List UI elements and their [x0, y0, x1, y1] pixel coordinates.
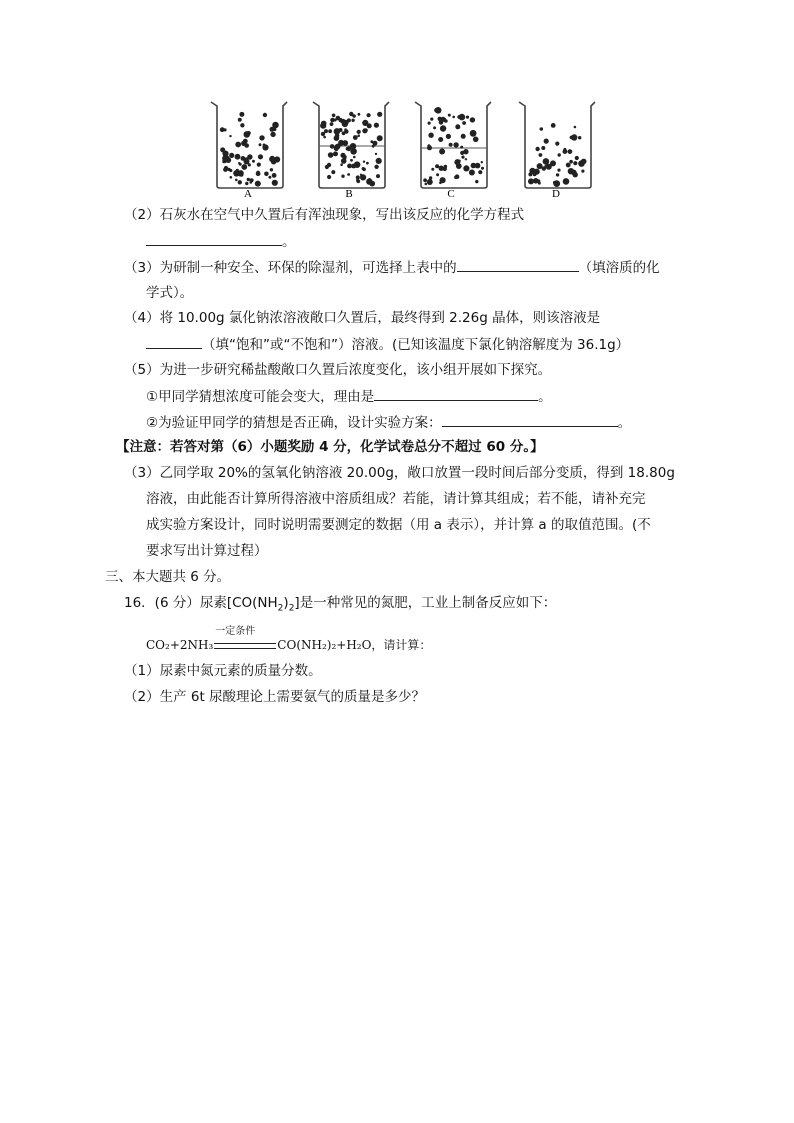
reaction-condition: 一定条件 [215, 626, 256, 637]
beaker-d [519, 102, 595, 188]
answer-blank-q5-2[interactable] [442, 412, 618, 427]
beaker-label-b: B [345, 188, 353, 200]
beaker-label-a: A [244, 188, 252, 200]
equals-arrow [214, 643, 276, 649]
question-3: （3）为研制一种安全、环保的除湿剂，可选择上表中的 （填溶质的化 [124, 257, 660, 278]
question-4: （4）将 10.00g 氯化钠浓溶液敞口久置后，最终得到 2.26g 晶体，则该溶液是 [124, 310, 601, 326]
answer-blank-q3[interactable] [457, 257, 579, 272]
question-6-line-3: 成实验方案设计，同时说明需要测定的数据（用 a 表示），并计算 a 的取值范围。(不 [146, 517, 651, 533]
beaker-label-d: D [552, 188, 560, 200]
question-6-line-4: 要求写出计算过程） [146, 543, 268, 559]
answer-blank-q4[interactable] [146, 334, 202, 349]
question-6-line-2: 溶液，由此能否计算所得溶液中溶质组成？若能，请计算其组成；若不能，请补充完 [146, 491, 646, 507]
question-5: （5）为进一步研究稀盐酸敞口久置后浓度变化，该小组开展如下探究。 [124, 362, 552, 378]
question-2-answer-line: 。 [146, 231, 296, 252]
answer-blank-q5-1[interactable] [374, 386, 538, 401]
beaker-a [211, 102, 287, 188]
question-2: （2）石灰水在空气中久置后有浑浊现象，写出该反应的化学方程式 [124, 207, 525, 223]
question-3-cont: 学式）。 [146, 285, 194, 301]
beaker-label-c: C [447, 188, 455, 200]
question-16-intro: 16．(6 分）尿素$[CO(NH_2)_2]$是一种常见的氮肥，工业上制备反应如下： [124, 595, 557, 614]
reaction-equation: CO₂+2NH₃ 一定条件 CO(NH₂)₂+H₂O，请计算： [146, 635, 431, 655]
beaker-c [415, 102, 491, 188]
answer-blank-q2[interactable] [146, 231, 282, 246]
question-4-cont: （填“饱和”或“不饱和”）溶液。(已知该温度下氯化钠溶解度为 36.1g） [146, 334, 629, 355]
beaker-b [313, 102, 389, 188]
question-6-line-1: （3）乙同学取 20%的氢氧化钠溶液 20.00g，敞口放置一段时间后部分变质，得到 18.80g [124, 465, 675, 481]
bonus-note: 【注意：若答对第（6）小题奖励 4 分，化学试卷总分不超过 60 分。】 [116, 439, 544, 455]
question-5-sub2: ②为验证甲同学的猜想是否正确，设计实验方案： 。 [146, 412, 631, 433]
question-16-sub1: （1）尿素中氮元素的质量分数。 [124, 663, 322, 679]
section-3-heading: 三、本大题共 6 分。 [105, 569, 231, 585]
question-16-sub2: （2）生产 6t 尿酸理论上需要氨气的质量是多少？ [124, 689, 426, 705]
beakers-figure [205, 96, 605, 202]
question-5-sub1: ①甲同学猜想浓度可能会变大，理由是 。 [146, 386, 552, 407]
